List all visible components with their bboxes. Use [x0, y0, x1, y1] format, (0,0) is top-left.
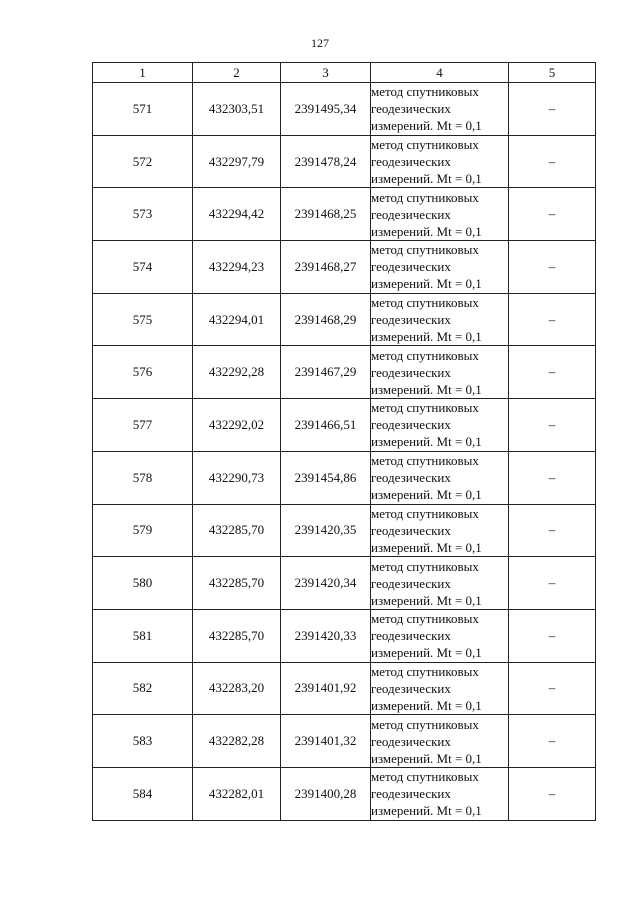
note-cell: – — [509, 83, 596, 136]
method-cell — [371, 715, 509, 768]
method-cell — [371, 557, 509, 610]
table-row — [93, 662, 596, 715]
x-coordinate-cell: 432294,01 — [193, 293, 281, 346]
note-cell: – — [509, 767, 596, 820]
x-coordinate-cell: 432282,01 — [193, 767, 281, 820]
method-line-1: метод спутниковых — [371, 295, 479, 311]
method-line-1: метод спутниковых — [371, 716, 479, 732]
point-number-cell: 574 — [93, 241, 193, 294]
method-line-1: метод спутниковых — [371, 189, 479, 205]
column-header-3: 3 — [281, 63, 371, 83]
table-row — [93, 83, 596, 136]
method-cell — [371, 767, 509, 820]
method-cell — [371, 346, 509, 399]
table-row — [93, 293, 596, 346]
table-row — [93, 504, 596, 557]
x-coordinate-cell: 432297,79 — [193, 135, 281, 188]
table-row — [93, 188, 596, 241]
method-cell — [371, 83, 509, 136]
method-line-1: метод спутниковых — [371, 400, 479, 416]
point-number-cell: 579 — [93, 504, 193, 557]
note-cell: – — [509, 241, 596, 294]
x-coordinate-cell: 432294,42 — [193, 188, 281, 241]
method-line-1: метод спутниковых — [371, 137, 479, 153]
column-header-1: 1 — [93, 63, 193, 83]
method-line-2: геодезических — [371, 312, 451, 328]
method-line-3: измерений. Mt = 0,1 — [371, 171, 482, 187]
method-line-1: метод спутниковых — [371, 611, 479, 627]
method-line-2: геодезических — [371, 259, 451, 275]
point-number-cell: 582 — [93, 662, 193, 715]
method-line-2: геодезических — [371, 575, 451, 591]
table-row — [93, 609, 596, 662]
y-coordinate-cell: 2391401,32 — [281, 715, 371, 768]
method-line-2: геодезических — [371, 628, 451, 644]
table-row — [93, 451, 596, 504]
page-number: 127 — [311, 36, 329, 50]
method-line-1: метод спутниковых — [371, 558, 479, 574]
table-header-row — [93, 63, 596, 83]
note-cell: – — [509, 557, 596, 610]
point-number-cell: 580 — [93, 557, 193, 610]
y-coordinate-cell: 2391420,34 — [281, 557, 371, 610]
method-line-3: измерений. Mt = 0,1 — [371, 487, 482, 503]
point-number-cell: 583 — [93, 715, 193, 768]
point-number-cell: 581 — [93, 609, 193, 662]
point-number-cell: 578 — [93, 451, 193, 504]
y-coordinate-cell: 2391468,25 — [281, 188, 371, 241]
coordinates-table — [92, 62, 596, 821]
method-cell — [371, 188, 509, 241]
method-line-2: геодезических — [371, 154, 451, 170]
method-line-1: метод спутниковых — [371, 505, 479, 521]
point-number-cell: 584 — [93, 767, 193, 820]
method-line-3: измерений. Mt = 0,1 — [371, 434, 482, 450]
note-cell: – — [509, 346, 596, 399]
table-row — [93, 557, 596, 610]
note-cell: – — [509, 399, 596, 452]
method-line-3: измерений. Mt = 0,1 — [371, 223, 482, 239]
x-coordinate-cell: 432292,02 — [193, 399, 281, 452]
method-cell — [371, 293, 509, 346]
method-line-3: измерений. Mt = 0,1 — [371, 750, 482, 766]
y-coordinate-cell: 2391400,28 — [281, 767, 371, 820]
point-number-cell: 576 — [93, 346, 193, 399]
x-coordinate-cell: 432285,70 — [193, 609, 281, 662]
point-number-cell: 577 — [93, 399, 193, 452]
y-coordinate-cell: 2391468,29 — [281, 293, 371, 346]
method-line-3: измерений. Mt = 0,1 — [371, 276, 482, 292]
x-coordinate-cell: 432294,23 — [193, 241, 281, 294]
method-line-3: измерений. Mt = 0,1 — [371, 697, 482, 713]
point-number-cell: 573 — [93, 188, 193, 241]
note-cell: – — [509, 715, 596, 768]
point-number-cell: 572 — [93, 135, 193, 188]
x-coordinate-cell: 432292,28 — [193, 346, 281, 399]
y-coordinate-cell: 2391466,51 — [281, 399, 371, 452]
table-row — [93, 399, 596, 452]
method-line-2: геодезических — [371, 786, 451, 802]
method-line-2: геодезических — [371, 206, 451, 222]
method-line-2: геодезических — [371, 417, 451, 433]
method-line-3: измерений. Mt = 0,1 — [371, 645, 482, 661]
method-cell — [371, 135, 509, 188]
y-coordinate-cell: 2391478,24 — [281, 135, 371, 188]
method-line-3: измерений. Mt = 0,1 — [371, 539, 482, 555]
table-row — [93, 715, 596, 768]
table-row — [93, 135, 596, 188]
method-line-2: геодезических — [371, 101, 451, 117]
table-row — [93, 241, 596, 294]
note-cell: – — [509, 135, 596, 188]
note-cell: – — [509, 188, 596, 241]
method-line-2: геодезических — [371, 522, 451, 538]
note-cell: – — [509, 293, 596, 346]
method-line-1: метод спутниковых — [371, 453, 479, 469]
method-line-3: измерений. Mt = 0,1 — [371, 381, 482, 397]
method-cell — [371, 399, 509, 452]
x-coordinate-cell: 432290,73 — [193, 451, 281, 504]
method-line-1: метод спутниковых — [371, 663, 479, 679]
method-line-1: метод спутниковых — [371, 769, 479, 785]
point-number-cell: 575 — [93, 293, 193, 346]
x-coordinate-cell: 432285,70 — [193, 504, 281, 557]
x-coordinate-cell: 432283,20 — [193, 662, 281, 715]
method-line-2: геодезических — [371, 364, 451, 380]
method-line-3: измерений. Mt = 0,1 — [371, 803, 482, 819]
column-header-2: 2 — [193, 63, 281, 83]
point-number-cell: 571 — [93, 83, 193, 136]
column-header-5: 5 — [509, 63, 596, 83]
y-coordinate-cell: 2391454,86 — [281, 451, 371, 504]
table-row — [93, 346, 596, 399]
method-line-2: геодезических — [371, 470, 451, 486]
method-cell — [371, 451, 509, 504]
table-row — [93, 767, 596, 820]
column-header-4: 4 — [371, 63, 509, 83]
x-coordinate-cell: 432285,70 — [193, 557, 281, 610]
note-cell: – — [509, 504, 596, 557]
note-cell: – — [509, 451, 596, 504]
y-coordinate-cell: 2391495,34 — [281, 83, 371, 136]
x-coordinate-cell: 432282,28 — [193, 715, 281, 768]
method-line-3: измерений. Mt = 0,1 — [371, 118, 482, 134]
y-coordinate-cell: 2391401,92 — [281, 662, 371, 715]
method-cell — [371, 662, 509, 715]
method-line-2: геодезических — [371, 733, 451, 749]
x-coordinate-cell: 432303,51 — [193, 83, 281, 136]
y-coordinate-cell: 2391468,27 — [281, 241, 371, 294]
method-line-2: геодезических — [371, 680, 451, 696]
method-cell — [371, 504, 509, 557]
y-coordinate-cell: 2391420,35 — [281, 504, 371, 557]
method-line-1: метод спутниковых — [371, 347, 479, 363]
method-line-1: метод спутниковых — [371, 242, 479, 258]
method-cell — [371, 609, 509, 662]
note-cell: – — [509, 662, 596, 715]
method-cell — [371, 241, 509, 294]
table-body — [93, 83, 596, 821]
method-line-1: метод спутниковых — [371, 84, 479, 100]
y-coordinate-cell: 2391420,33 — [281, 609, 371, 662]
y-coordinate-cell: 2391467,29 — [281, 346, 371, 399]
note-cell: – — [509, 609, 596, 662]
method-line-3: измерений. Mt = 0,1 — [371, 592, 482, 608]
method-line-3: измерений. Mt = 0,1 — [371, 329, 482, 345]
